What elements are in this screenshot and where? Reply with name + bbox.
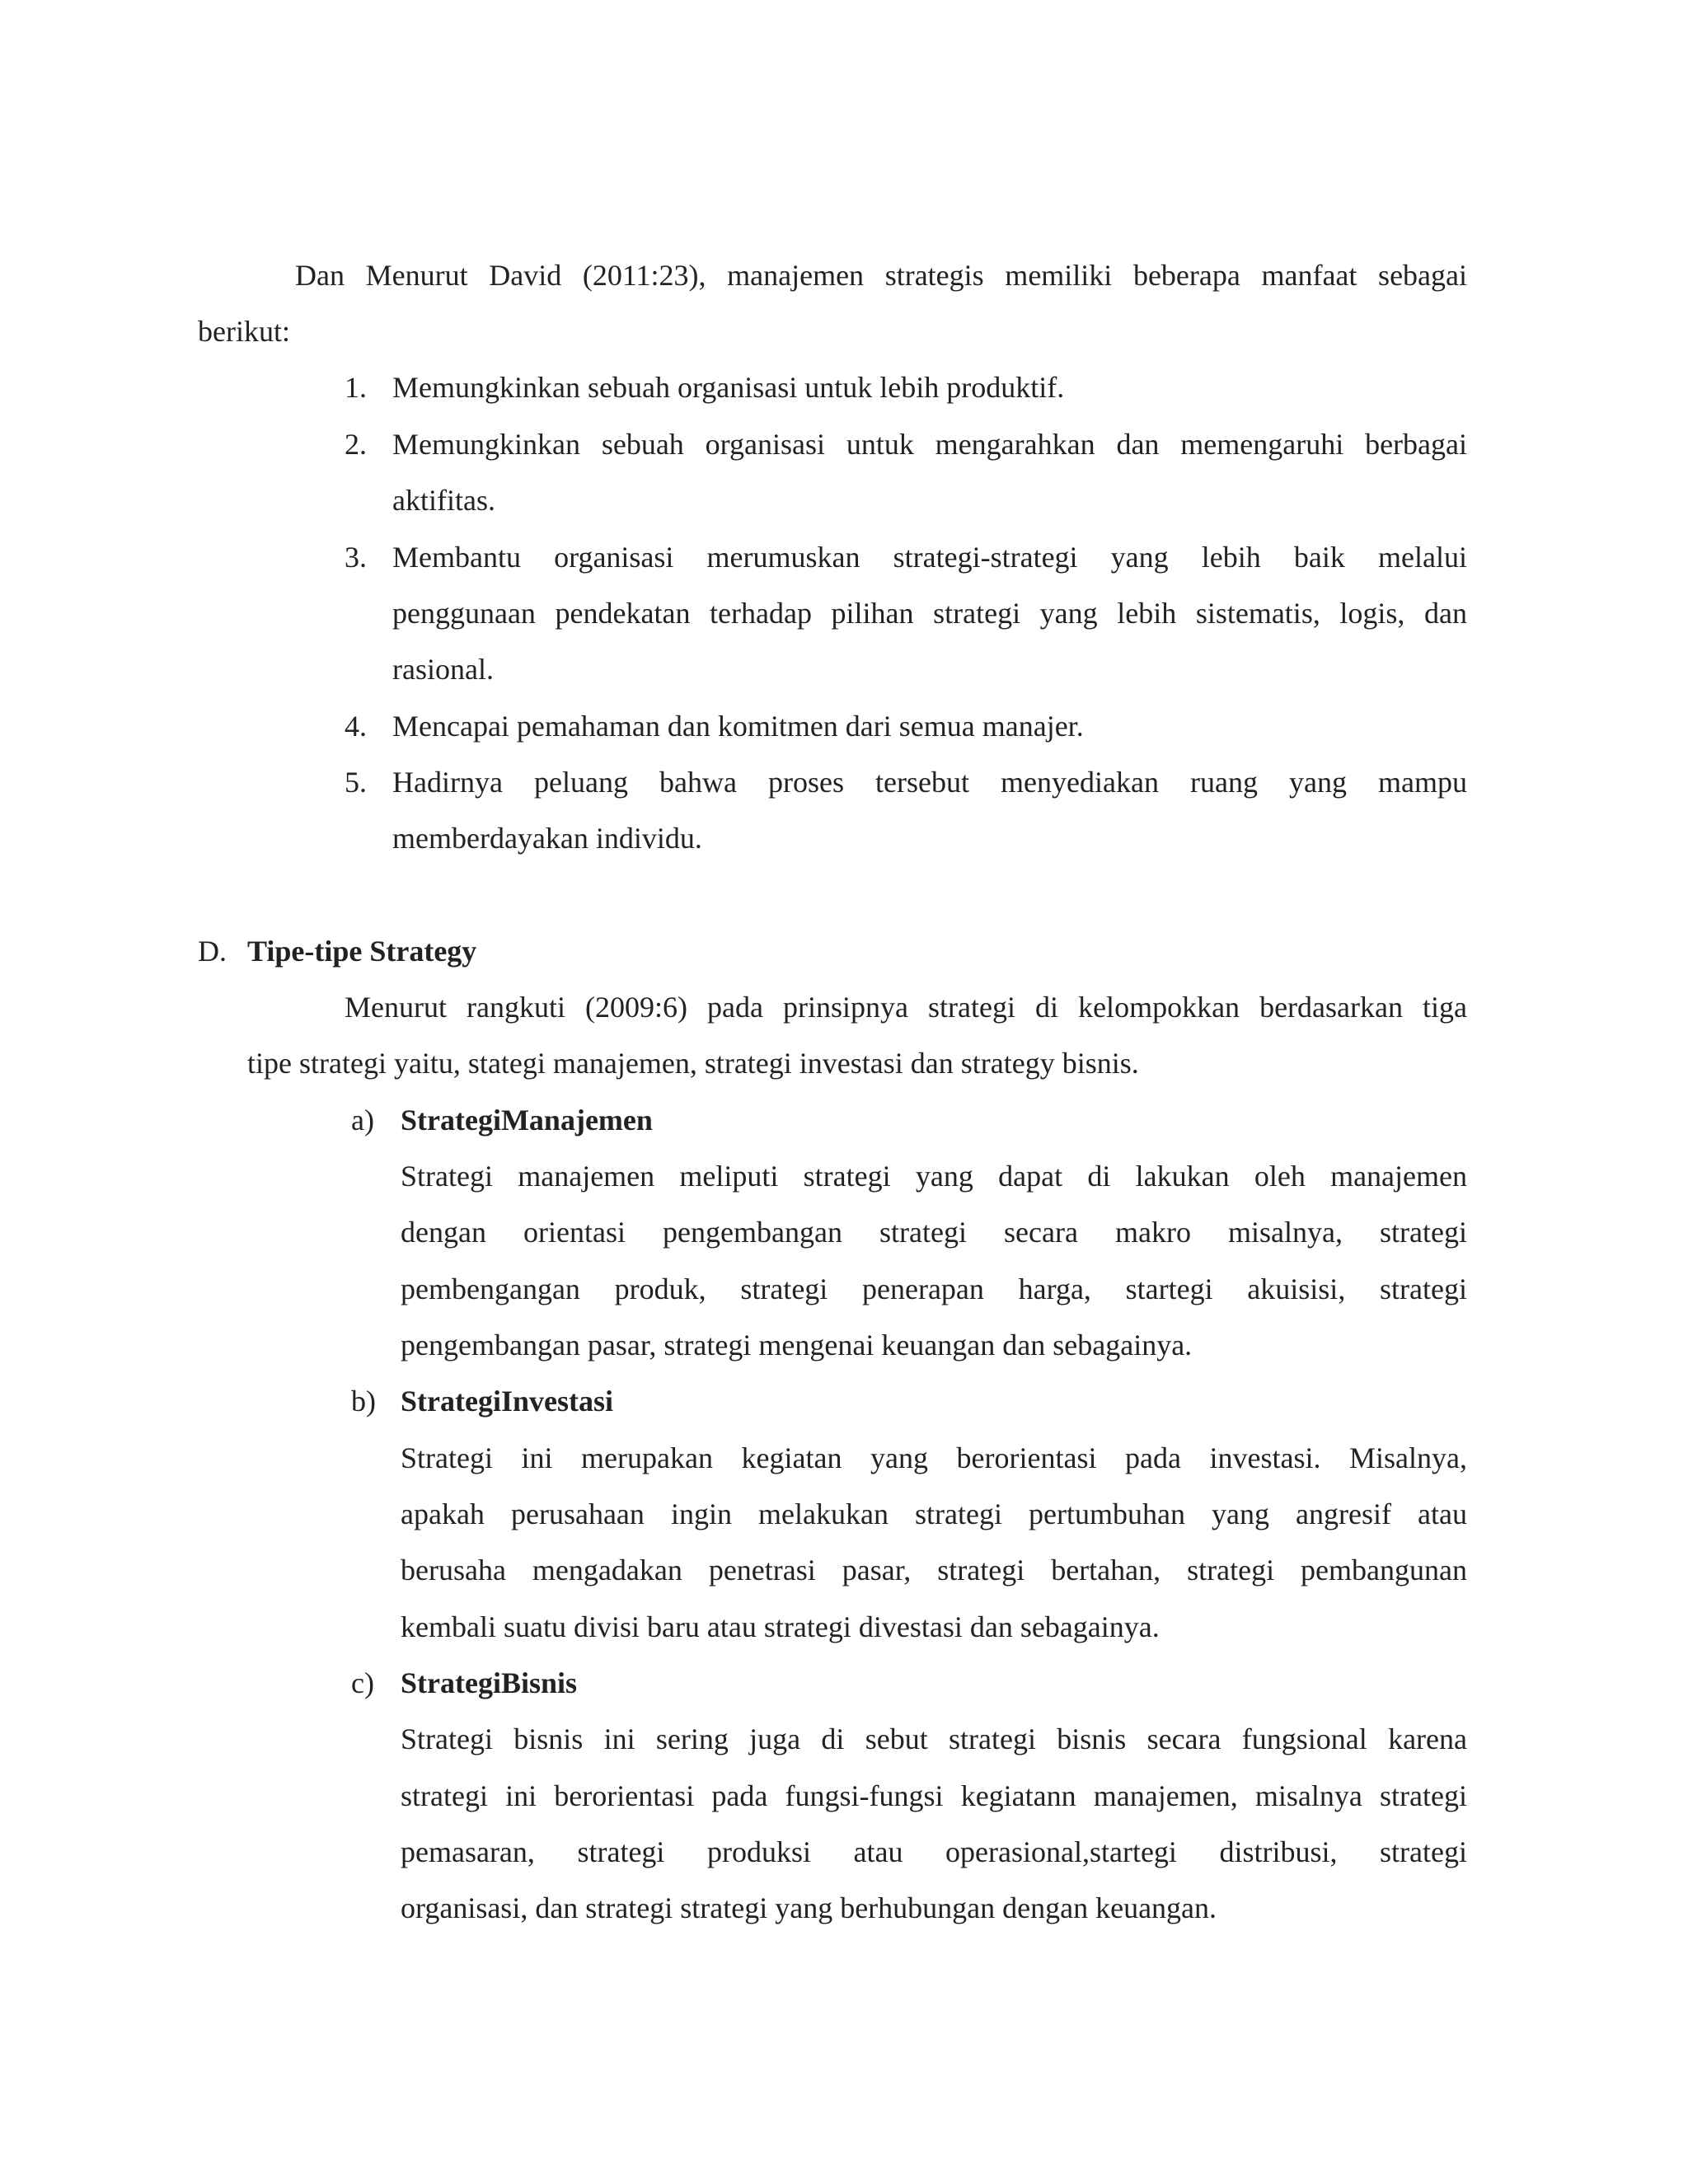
type-text: kembali suatu divisi baru atau strategi divestasi dan sebagainya.: [401, 1610, 1160, 1643]
list-number: 1.: [345, 371, 367, 404]
type-text: apakah perusahaan ingin melakukan strategi pertumbuhan yang angresif atau: [401, 1497, 1467, 1530]
section-intro-line-2: tipe strategi yaitu, stategi manajemen, strategi investasi dan strategy bisnis.: [247, 1047, 1139, 1080]
list-number: 4.: [345, 710, 367, 743]
list-item-text: rasional.: [392, 653, 494, 686]
type-text: pengembangan pasar, strategi mengenai keuangan dan sebagainya.: [401, 1329, 1193, 1361]
type-text: Strategi manajemen meliputi strategi yang dapat di lakukan oleh manajemen: [401, 1160, 1467, 1193]
intro-line-1: Dan Menurut David (2011:23), manajemen strategis memiliki beberapa manfaat sebagai: [295, 259, 1467, 292]
type-marker: a): [351, 1104, 374, 1137]
section-letter: D.: [198, 935, 227, 968]
type-text: Strategi bisnis ini sering juga di sebut strategi bisnis secara fungsional karena: [401, 1722, 1467, 1755]
type-marker: c): [351, 1666, 374, 1699]
list-item-text: penggunaan pendekatan terhadap pilihan strategi yang lebih sistematis, logis, dan: [392, 597, 1467, 630]
type-text: organisasi, dan strategi strategi yang berhubungan dengan keuangan.: [401, 1891, 1217, 1924]
list-item-text: aktifitas.: [392, 484, 495, 517]
type-heading: StrategiManajemen: [401, 1104, 653, 1137]
type-text: strategi ini berorientasi pada fungsi-fungsi kegiatann manajemen, misalnya strategi: [401, 1779, 1467, 1812]
type-heading: StrategiBisnis: [401, 1666, 578, 1699]
type-heading: StrategiInvestasi: [401, 1385, 613, 1418]
type-text: pembengangan produk, strategi penerapan harga, startegi akuisisi, strategi: [401, 1272, 1467, 1305]
list-item-text: Memungkinkan sebuah organisasi untuk lebih produktif.: [392, 371, 1065, 404]
list-item-text: Membantu organisasi merumuskan strategi-strategi yang lebih baik melalui: [392, 541, 1467, 574]
list-number: 3.: [345, 541, 367, 574]
type-text: Strategi ini merupakan kegiatan yang berorientasi pada investasi. Misalnya,: [401, 1441, 1467, 1474]
list-item-text: Hadirnya peluang bahwa proses tersebut menyediakan ruang yang mampu: [392, 766, 1467, 799]
list-number: 2.: [345, 428, 367, 461]
type-text: berusaha mengadakan penetrasi pasar, strategi bertahan, strategi pembangunan: [401, 1554, 1467, 1586]
list-number: 5.: [345, 766, 367, 799]
type-text: dengan orientasi pengembangan strategi secara makro misalnya, strategi: [401, 1216, 1467, 1249]
list-item-text: Mencapai pemahaman dan komitmen dari semua manajer.: [392, 710, 1084, 743]
type-text: pemasaran, strategi produksi atau operasional,startegi distribusi, strategi: [401, 1835, 1467, 1868]
list-item-text: memberdayakan individu.: [392, 822, 702, 855]
intro-line-2: berikut:: [198, 315, 290, 348]
list-item-text: Memungkinkan sebuah organisasi untuk mengarahkan dan memengaruhi berbagai: [392, 428, 1467, 461]
section-title: Tipe-tipe Strategy: [247, 935, 477, 968]
type-marker: b): [351, 1385, 376, 1418]
section-intro-line-1: Menurut rangkuti (2009:6) pada prinsipnya strategi di kelompokkan berdasarkan tiga: [345, 991, 1467, 1024]
